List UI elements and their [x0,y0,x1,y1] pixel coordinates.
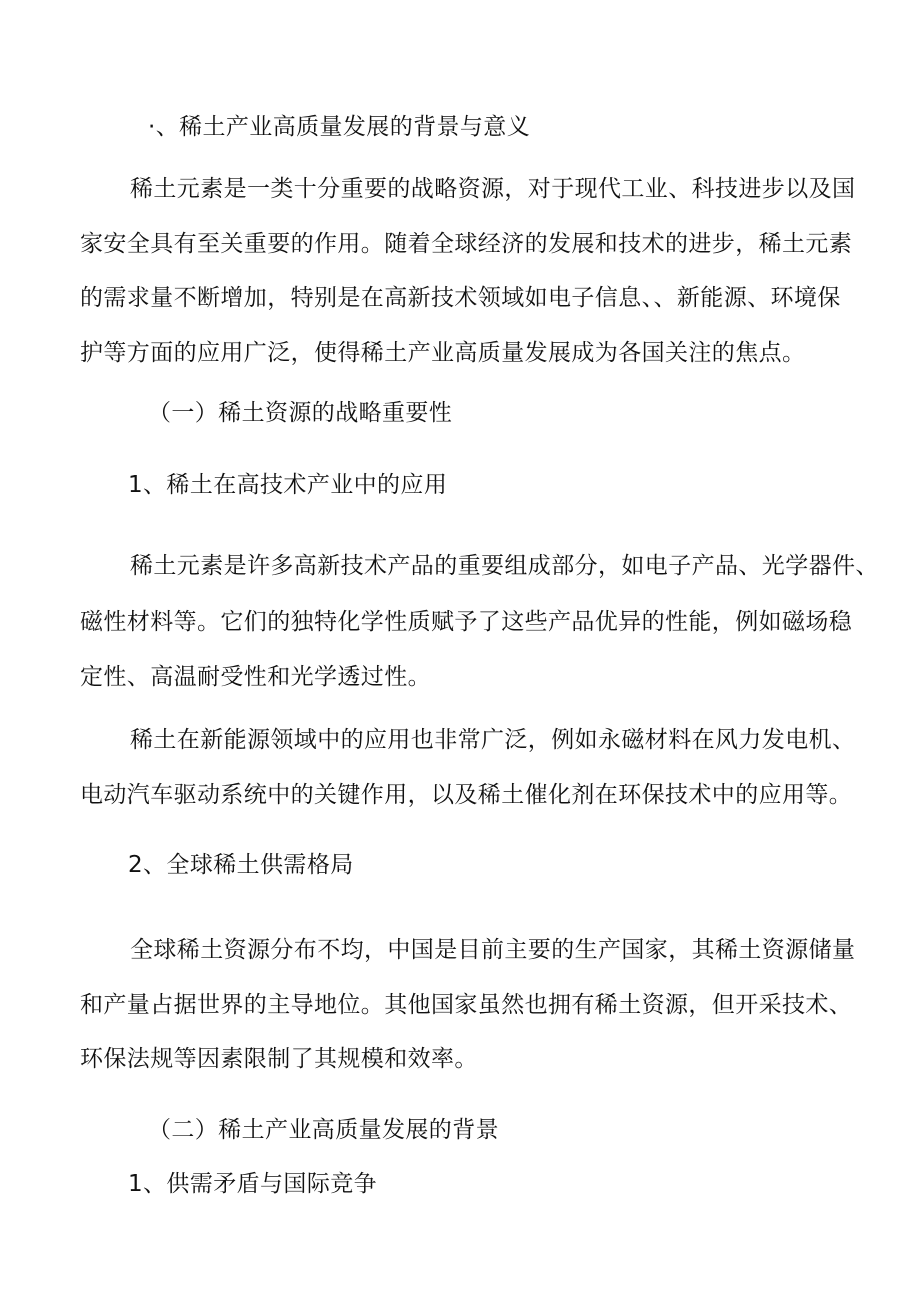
paragraph-line: 全球稀土资源分布不均，中国是目前主要的生产国家，其稀土资源储量 [130,937,856,963]
intro-paragraph-line: 的需求量不断增加，特别是在高新技术领域如电子信息、、新能源、环境保 [80,285,841,311]
section-heading: ·、稀土产业高质量发展的背景与意义 [148,114,531,140]
paragraph-line: 磁性材料等。它们的独特化学性质赋予了这些产品优异的性能，例如磁场稳 [80,609,853,635]
item-heading: 2、全球稀土供需格局 [128,852,354,878]
intro-paragraph-line: 稀土元素是一类十分重要的战略资源，对于现代工业、科技进步以及国 [130,176,856,202]
paragraph-line: 环保法规等因素限制了其规模和效率。 [80,1046,478,1072]
paragraph-line: 电动汽车驱动系统中的关键作用，以及稀土催化剂在环保技术中的应用等。 [80,782,853,808]
intro-paragraph-line: 家安全具有至关重要的作用。随着全球经济的发展和技术的进步，稀土元素 [80,231,853,257]
intro-paragraph-line: 护等方面的应用广泛，使得稀土产业高质量发展成为各国关注的焦点。 [80,340,806,366]
subsection-heading: （一）稀土资源的战略重要性 [148,400,453,426]
paragraph-line: 定性、高温耐受性和光学透过性。 [80,664,431,690]
item-heading: 1、供需矛盾与国际竞争 [128,1171,378,1197]
subsection-heading: （二）稀土产业高质量发展的背景 [148,1117,499,1143]
paragraph-line: 和产量占据世界的主导地位。其他国家虽然也拥有稀土资源，但开采技术、 [80,992,853,1018]
paragraph-line: 稀土在新能源领域中的应用也非常广泛，例如永磁材料在风力发电机、 [130,727,856,753]
item-heading: 1、稀土在高技术产业中的应用 [128,472,448,498]
paragraph-line: 稀土元素是许多高新技术产品的重要组成部分，如电子产品、光学器件、 [130,553,879,579]
